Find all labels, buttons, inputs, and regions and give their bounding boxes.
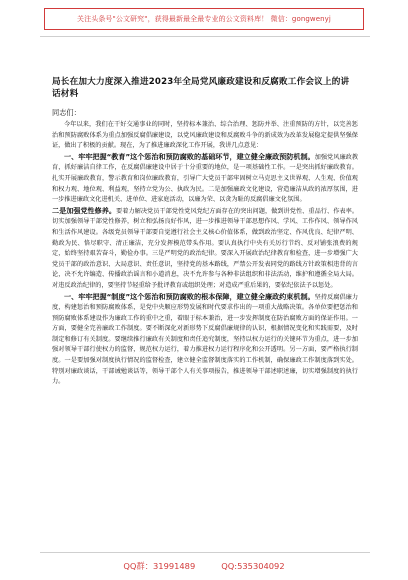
header-divider — [40, 36, 370, 37]
paragraph-text: 要着力解决党员干部党性党风党纪方面存在的突出问题，做到讲党性、重品行、作表率。切实加强领导干部党性修养，树立和弘扬良好作风，进一步推进领导干部思想作风、学风、工作作风、领导作风和生活作风建设。各级党员领导干部要自觉遵行社会主义核心价值体系，做到政治坚定、作风优良、纪律严明、勤政为民、恪尽职守、清正廉洁，充分发挥模范带头作用。要认真执行中央有关厉行节约、反对铺张浪费的规定，始终坚持艰苦奋斗，勤俭办事。三是严明党的政治纪律。要深入开展政治纪律教育和检查，进一步增强广大党员干部的政治意识、大局意识、责任意识，坚持党的基本路线，严禁公开发表同党的路线方针政策相违背的言论，决不允许编造、传播政治谣言和小道消息，决不允许参与各种非法组织和非法活动，维护和遵循全局大局。对违反政治纪律的，要坚持节轻重给予批评教育或组织处理；对造成严重后果的，要依纪依法予以惩处。 — [52, 207, 358, 289]
footer-divider — [40, 552, 370, 553]
paragraph-text: 加强党风廉政教育，抓好廉洁自律工作，在反腐倡廉建设中居于十分重要的地位，是一项基础性工作。一是突出抓好廉政教育。扎实开展廉政教育，警示教育和岗位廉政教育，引导广大党员干部牢固树立马克思主义世界观、人生观、价值观和权力观、地位观、利益观，坚持立党为公、执政为民。二是加强廉政文化建设，营造廉洁从政的浓厚氛围，进一步推进廉政文化进机关、进单位、进家庭活动，以廉为荣、以贪为耻的反腐倡廉文化氛围。 — [52, 153, 358, 204]
salutation: 同志们： — [52, 108, 81, 117]
paragraph-text: 坚持反腐倡廉力度，构建惩治和预防腐败体系，是党中央顺应形势发展和时代要求作出的一项重大战略决策。各单位要把惩治和预防腐败体系建设作为廉政工作的重中之重，着眼于标本兼治，进一步发挥制度在防治腐败方面的保证作用。一方面，要健全完善廉政工作制度。要不断深化对新形势下反腐倡廉规律的认识，根据情况变化和实践需要，及时制定和修订有关制度。要继续推行廉政有关制度和责任追究制度，坚持以权力运行的关键环节为重点，进一步加强对领导干部行使权力的监督，规范权力运行，着力推进权力运行程序化和公开透明。另一方面，要严格执行制度。一是要加强对制度执行情况的监督检查，建立健全监督制度落实的工作机制，确保廉政工作制度落到实处。特别对廉政谈话，干部诫勉谈话等，领导干部个人有关事项报告，推进领导干部述职述廉，切实增强制度的执行力。 — [52, 293, 358, 386]
paragraph-text: 今年以来，我们在干好交通事业的同时，坚持标本兼治、综合治理、惩防并举、注重预防的方针，以完善惩治和预防腐败体系为重点加强反腐倡廉建设，以党风廉政建设和反腐败斗争的新成效为改革发展稳定提供坚强保证，做出了积极的贡献。现在，为了推进廉政深化工作开展，我讲几点意见： — [52, 121, 358, 150]
promo-banner — [44, 8, 364, 30]
promo-banner-text: 关注头条号"公文研究"，获得最新最全最专业的公文资料库！ 微信：gongwenyj — [77, 15, 331, 23]
paragraph — [52, 292, 358, 388]
footer-qq-number: QQ:535304092 — [221, 561, 285, 571]
paragraph — [52, 120, 358, 152]
paragraph — [52, 152, 358, 206]
document-body — [52, 120, 358, 540]
footer-qq-group: QQ群：31991489 — [123, 561, 196, 571]
section-heading: 一、牢牢把握“制度”这个惩治和预防腐败的根本保障，建立健全廉政约束机制。 — [64, 291, 315, 301]
section-heading: 二是加强党性修养。 — [52, 205, 117, 215]
document-title: 局长在加大力度深入推进2023年全局党风廉政建设和反腐败工作会议上的讲话材料 — [52, 77, 350, 99]
section-heading: 一、牢牢把握“教育”这个惩治和预防腐败的基础环节，建立健全廉政预防机制。 — [64, 151, 315, 161]
footer — [0, 558, 408, 574]
paragraph — [52, 206, 358, 292]
